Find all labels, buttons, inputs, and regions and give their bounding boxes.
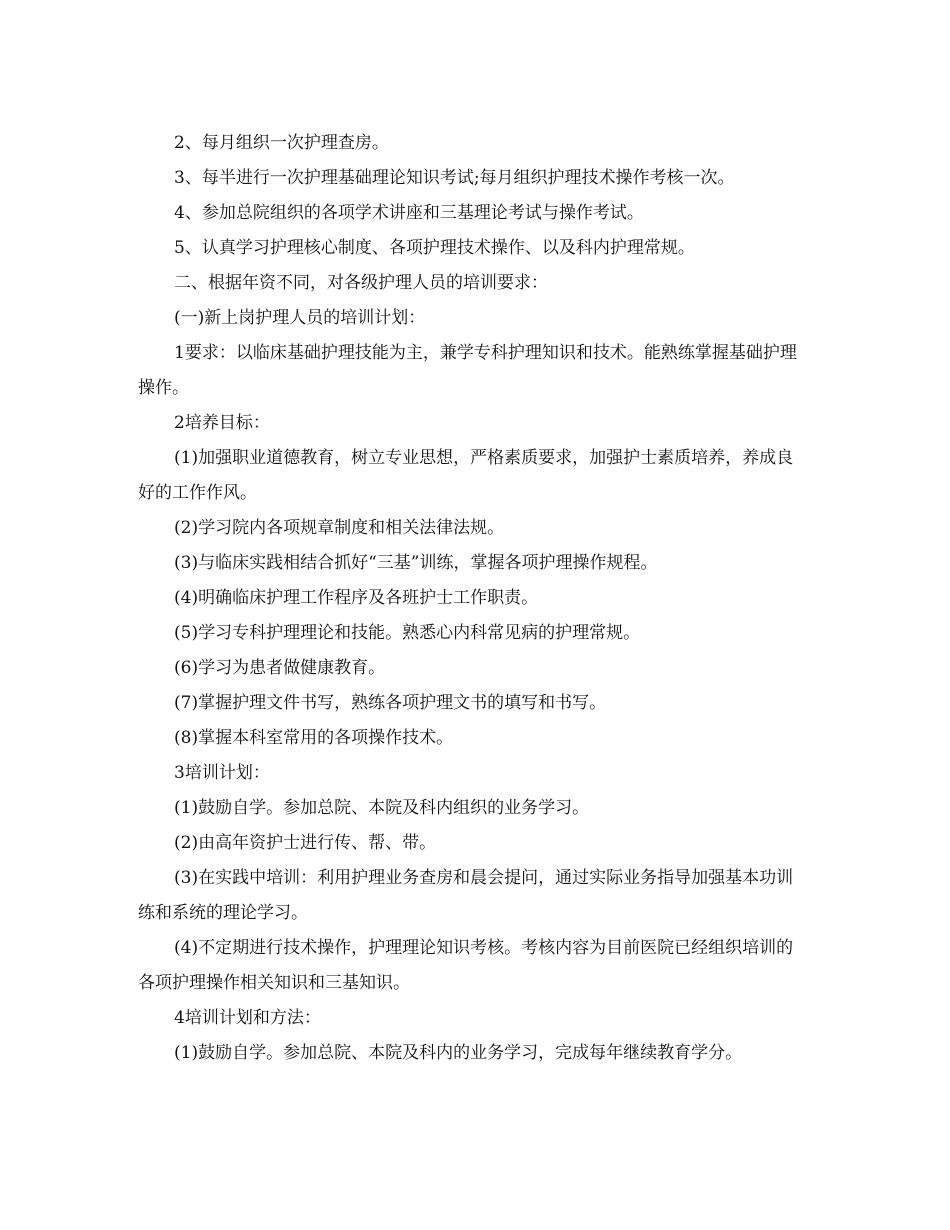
list-item: (4)明确临床护理工作程序及各班护士工作职责。: [174, 588, 539, 608]
paragraph: 4、参加总院组织的各项学术讲座和三基理论考试与操作考试。: [174, 203, 644, 223]
list-item: (8)掌握本科室常用的各项操作技术。: [174, 728, 454, 748]
list-item: (1)加强职业道德教育，树立专业思想，严格素质要求，加强护士素质培养，养成良好的工作作风。: [138, 448, 794, 503]
item-heading: 3培训计划：: [174, 763, 270, 783]
list-item: (3)与临床实践相结合抓好“三基”训练，掌握各项护理操作规程。: [174, 553, 658, 573]
list-item: (3)在实践中培训：利用护理业务查房和晨会提问，通过实际业务指导加强基本功训练和系统的理论学习。: [138, 868, 794, 923]
list-item: (2)学习院内各项规章制度和相关法律法规。: [174, 518, 505, 538]
item-heading: 2培养目标：: [174, 413, 270, 433]
paragraph: 2、每月组织一次护理查房。: [174, 133, 389, 153]
list-item: (5)学习专科护理理论和技能。熟悉心内科常见病的护理常规。: [174, 623, 641, 643]
list-item: (4)不定期进行技术操作，护理理论知识考核。考核内容为目前医院已经组织培训的各项护理操作相关知识和三基知识。: [138, 938, 794, 993]
list-item: (2)由高年资护士进行传、帮、带。: [174, 833, 437, 853]
list-item: (1)鼓励自学。参加总院、本院及科内的业务学习，完成每年继续教育学分。: [174, 1043, 743, 1063]
item-heading: 4培训计划和方法：: [174, 1008, 321, 1028]
document-body: [138, 126, 808, 1071]
section-heading: 二、根据年资不同，对各级护理人员的培训要求：: [174, 273, 548, 293]
list-item: (1)鼓励自学。参加总院、本院及科内组织的业务学习。: [174, 798, 590, 818]
paragraph: 3、每半进行一次护理基础理论知识考试;每月组织护理技术操作考核一次。: [174, 168, 735, 188]
paragraph: 1要求：以临床基础护理技能为主，兼学专科护理知识和技术。能熟练掌握基础护理操作。: [138, 343, 797, 398]
subsection-heading: (一)新上岗护理人员的培训计划：: [174, 308, 426, 328]
list-item: (6)学习为患者做健康教育。: [174, 658, 386, 678]
paragraph: 5、认真学习护理核心制度、各项护理技术操作、以及科内护理常规。: [174, 238, 695, 258]
list-item: (7)掌握护理文件书写，熟练各项护理文书的填写和书写。: [174, 693, 607, 713]
